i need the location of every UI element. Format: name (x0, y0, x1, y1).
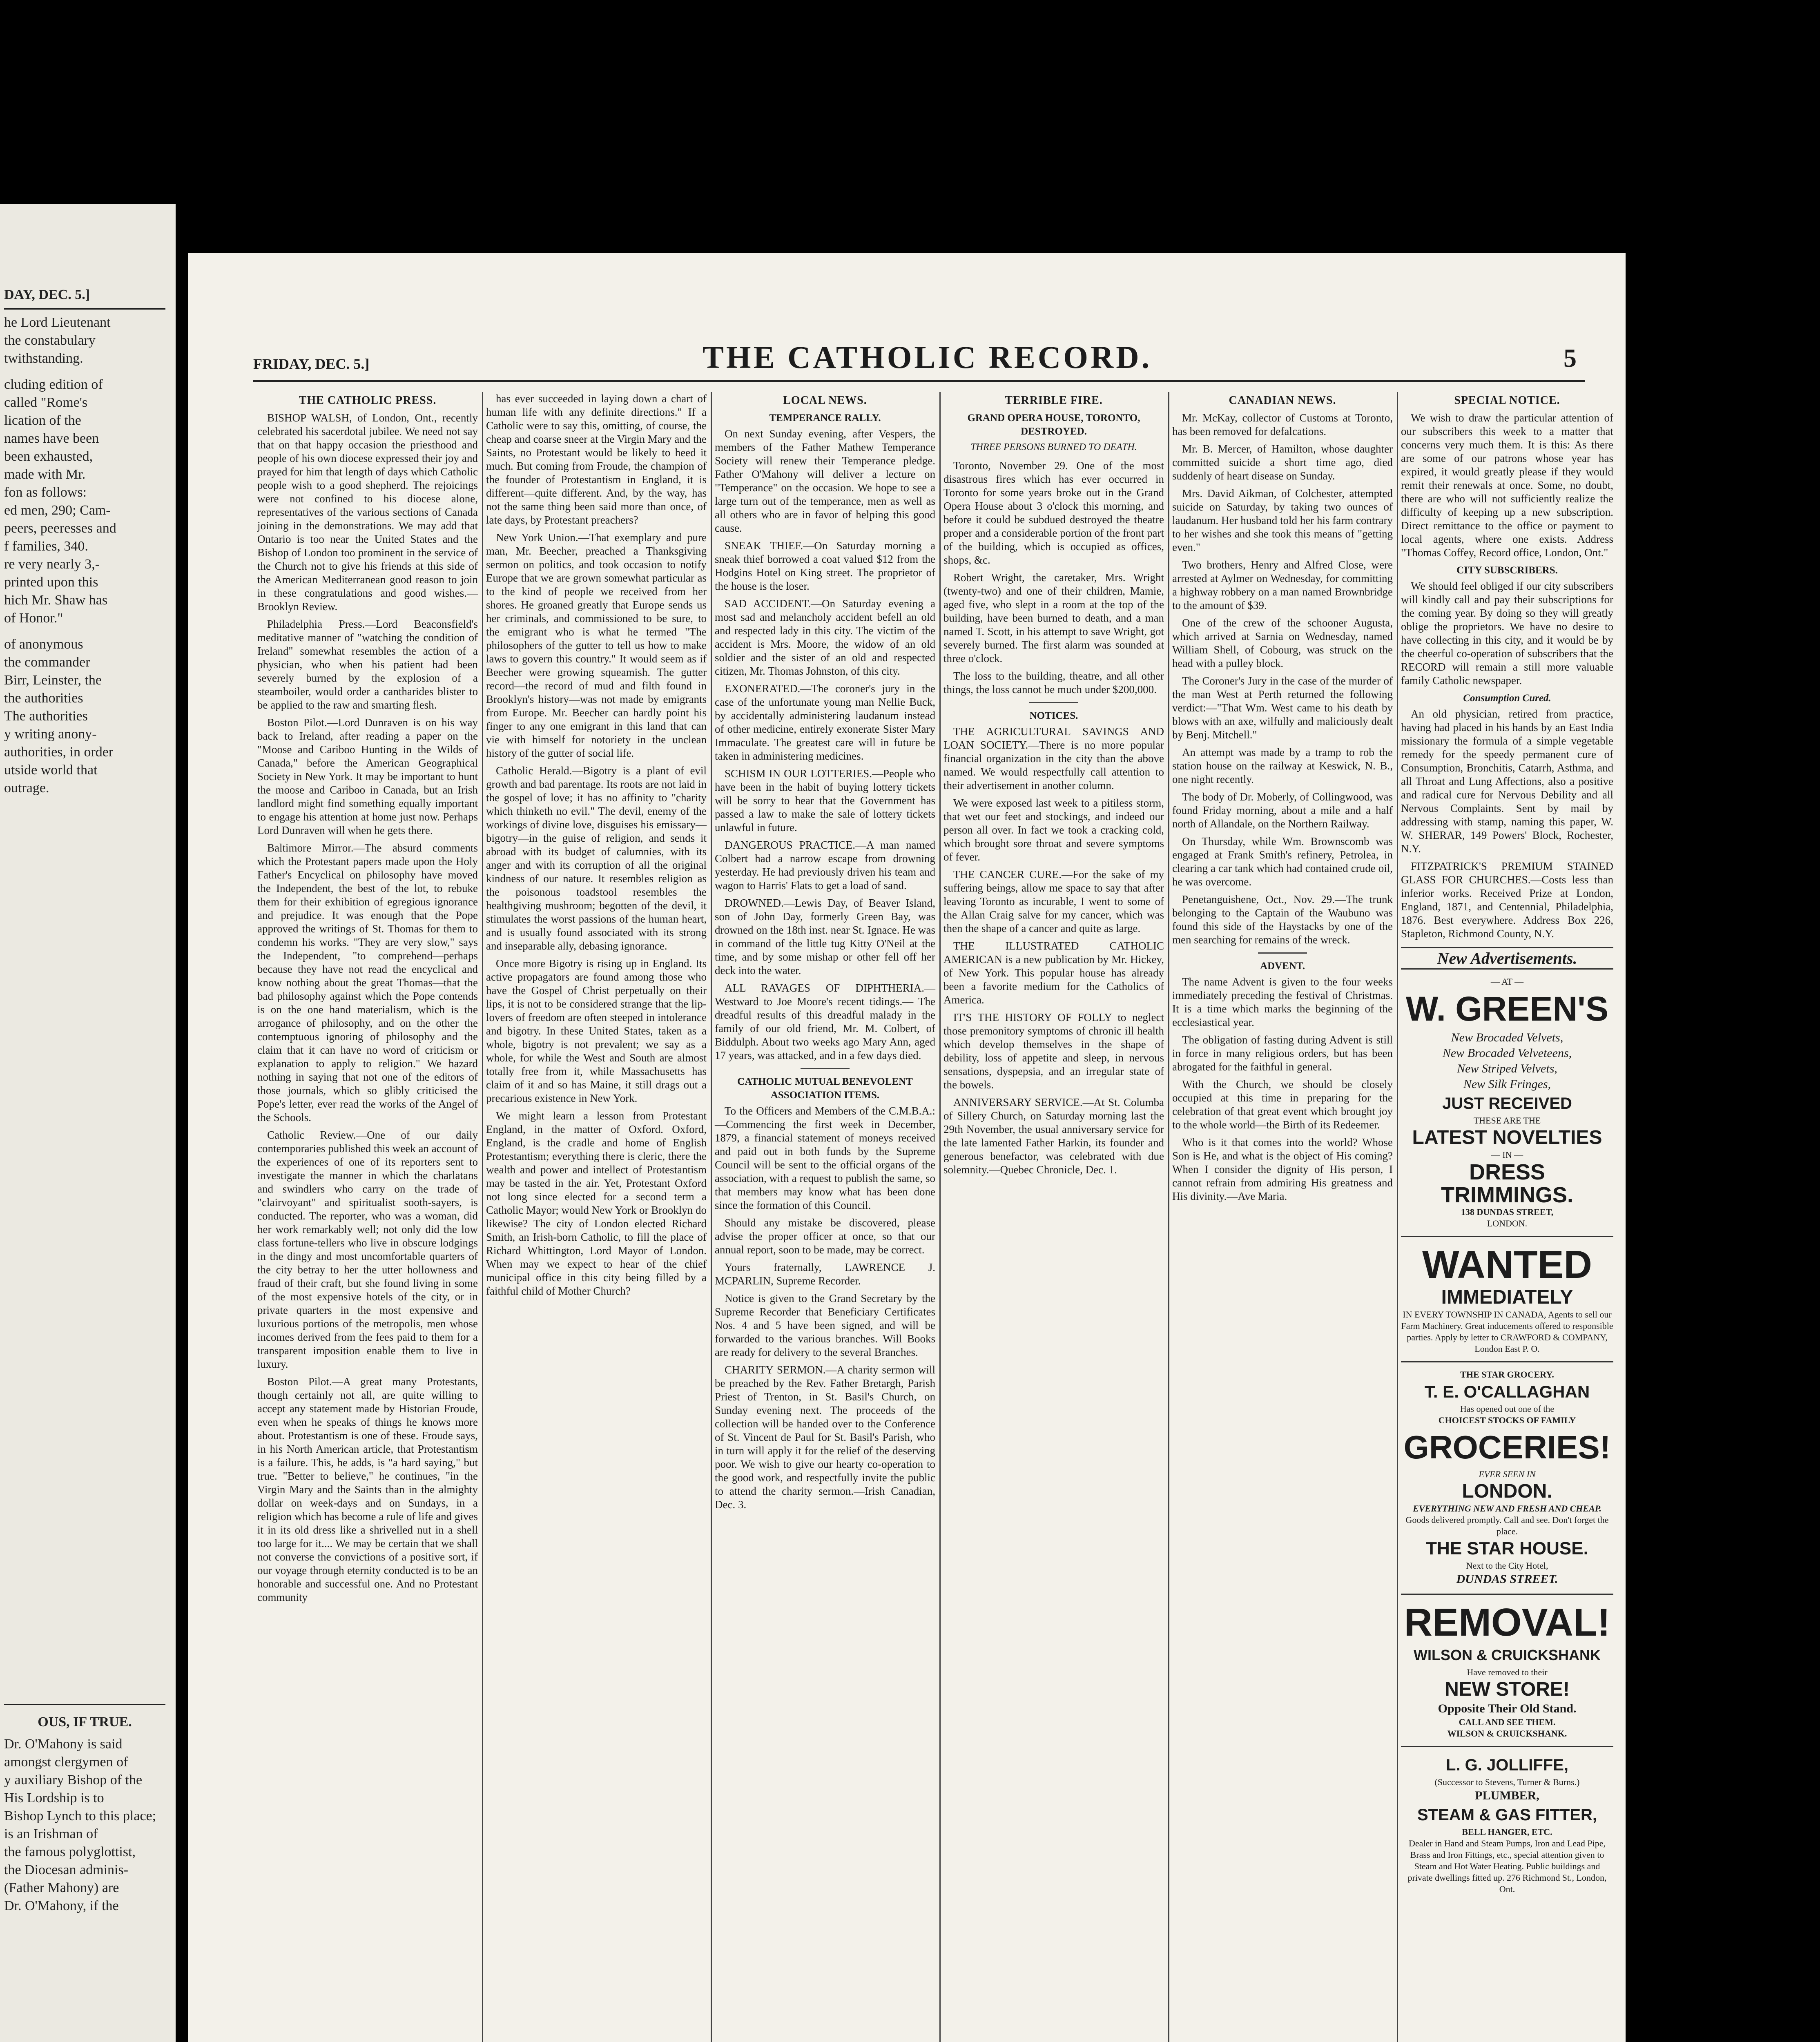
ad-line: — AT — (1490, 976, 1524, 987)
article-paragraph: We might learn a lesson from Protestant England, in the matter of Oxford. Oxford, England, is the cradle and home of English Protestantism; everything there is cleric, there the wealth and power and intellect of Protestantism may be tasted in the air. Yet, Protestant Oxford not long since elected for a second term a Catholic Mayor; would New York or Brooklyn do likewise? The city of London elected Richard Smith, an Irish-born Catholic, to fill the place of Richard Whittington, Lord Mayor of London. When may we expect to hear of the chief municipal office in this city being filled by a faithful child of Mother Church? (486, 1110, 707, 1297)
prev-line: His Lordship is to (4, 1790, 104, 1806)
ad-line: New Striped Velvets, (1457, 1062, 1557, 1075)
masthead-rule (253, 380, 1585, 382)
ad-rule (1401, 1361, 1613, 1362)
ad-headline: DRESS TRIMMINGS. (1441, 1160, 1573, 1207)
prev-line: of anonymous (4, 637, 83, 652)
article-paragraph: Penetanguishene, Oct., Nov. 29.—The trunk belonging to the Captain of the Waubuno was found this side of the Haystacks by one of the men searching for remains of the wreck. (1172, 893, 1393, 946)
article-paragraph: Mr. B. Mercer, of Hamilton, whose daughter committed suicide a short time ago, died suddenly of heart disease on Sunday. (1172, 443, 1393, 482)
column-rule (482, 392, 483, 2042)
article-paragraph: Toronto, November 29. One of the most disastrous fires which has ever occurred in Toronto for some years broke out in the Grand Opera House about 3 o'clock this morning, and before it could be subdued destroyed the theatre proper and a considerable portion of the front part of the building, which is occupied as offices, shops, &c. (943, 459, 1164, 566)
article-paragraph: IT'S THE HISTORY OF FOLLY to neglect those premonitory symptoms of chronic ill health which develop themselves in the shape of debility, loss of appetite and sleep, in nervous sensations, dyspepsia, and an irregular state of the bowels. (943, 1011, 1164, 1091)
ad-line: EVERYTHING NEW AND FRESH AND CHEAP. (1413, 1503, 1601, 1514)
prev-line: names have been (4, 431, 99, 446)
article-paragraph: Should any mistake be discovered, please advise the proper officer at once, so that our annual report, soon to be made, may be correct. (715, 1217, 935, 1256)
prev-line: fon as follows: (4, 485, 87, 500)
subsection-heading: TEMPERANCE RALLY. (769, 412, 881, 424)
article-paragraph: The loss to the building, theatre, and all other things, the loss cannot be much under $200,000. (943, 670, 1164, 696)
column-rule (1397, 392, 1398, 2042)
article-paragraph: Baltimore Mirror.—The absurd comments which the Protestant papers made upon the Holy Father's Encyclical on philosophy have moved the Independent, the best of the lot, to rebuke them for their exhibition of egregious ignorance and prejudice. It was enough that the Pope approved the writings of St. Thomas for them to condemn his works. "They are very slow," says the Independent, "to comprehend—perhaps because they have not read the encyclical and know nothing about the great Thomas—that the bad philosophy against which the Pope contends is on the one hand materialism, which is the arrogance of philosophy, and on the other the contemptuous ignoring of philosophy and the claim that it can have no word of criticism or explanation to apply to religion." We hazard nothing in saying that not one of the editors of those journals, which so glibly criticised the Pope's letter, ever read the works of the Angel of the Schools. (257, 842, 478, 1124)
ad-line: IMMEDIATELY (1441, 1286, 1573, 1308)
notice-paragraph: We wish to draw the particular attention of our subscribers this week to a matter that concerns very much them. It is this: As there are some of our patrons whose year has expired, it would greatly please if they would remit their renewals at once. Some, no doubt, there are who will not sufficiently realize the difficulty of keeping up a new subscription. Direct remittance to the office or payment to local agents, where one exists. Address "Thomas Coffey, Record office, London, Ont." (1401, 412, 1613, 559)
prev-line: the Diocesan adminis- (4, 1862, 129, 1877)
prev-line: utside world that (4, 762, 98, 778)
article-paragraph: Yours fraternally, LAWRENCE J. MCPARLIN, Supreme Recorder. (715, 1261, 935, 1287)
ad-line: Opposite Their Old Stand. (1438, 1702, 1577, 1715)
ad-line: L. G. JOLLIFFE, (1446, 1756, 1568, 1774)
subsection-heading: NOTICES. (1029, 710, 1078, 721)
prev-line: been exhausted, (4, 449, 93, 464)
article-paragraph: Two brothers, Henry and Alfred Close, were arrested at Aylmer on Wednesday, for committing a highway robbery on a man named Brownbridge to the amount of $39. (1172, 559, 1393, 611)
ad-headline: GROCERIES! (1403, 1429, 1611, 1465)
article-deck: THREE PERSONS BURNED TO DEATH. (970, 442, 1137, 453)
ad-line: LATEST NOVELTIES (1412, 1127, 1602, 1148)
prev-line: y auxiliary Bishop of the (4, 1772, 143, 1788)
ad-line: Has opened out one of the (1460, 1404, 1555, 1414)
ad-line: LONDON. (1462, 1480, 1552, 1502)
article-paragraph: DANGEROUS PRACTICE.—A man named Colbert had a narrow escape from drowning yesterday. He had previously driven his team and wagon to Harris' Flats to get a load of sand. (715, 839, 935, 892)
ad-line: CALL AND SEE THEM. (1459, 1717, 1556, 1727)
article-paragraph: SAD ACCIDENT.—On Saturday evening a most sad and melancholy accident befell an old and respected lady in this city. The victim of the accident is Mrs. Moore, the widow of an old soldier and the sister of an old and respected citizen, Mr. Thomas Johnston, of this city. (715, 597, 935, 677)
prev-line: Dr. O'Mahony is said (4, 1737, 123, 1752)
prev-line: outrage. (4, 780, 49, 796)
section-heading: CANADIAN NEWS. (1229, 394, 1336, 407)
ad-line: Goods delivered promptly. Call and see. Don't forget the place. (1405, 1515, 1609, 1536)
previous-page-text (4, 314, 165, 797)
article-paragraph: Catholic Herald.—Bigotry is a plant of evil growth and bad parentage. Its roots are not laid in the gospel of love; it has no affinity to "charity which thinketh no evil." The devil, enemy of the workings of divine love, disguises his emissary—bigotry—in the guise of religion, and sends it abroad with its budget of calumnies, with its anger and with its corruption of all the original kindness of our nature. It resembles religion as the poisonous toadstool resembles the healthgiving mushroom; begotten of the devil, it stimulates the worst passions of the human heart, and is usually found associated with its strong and inseparable ally, debasing ignorance. (486, 765, 707, 952)
article-paragraph: Robert Wright, the caretaker, Mrs. Wright (twenty-two) and one of their children, Mamie, aged five, who slept in a room at the top of the building, have been burned to death, and a man named T. Scott, in his attempt to save Wright, got severely burned. The first alarm was sounded at three o'clock. (943, 571, 1164, 664)
article-paragraph: DROWNED.—Lewis Day, of Beaver Island, son of John Day, formerly Green Bay, was drowned on the 18th inst. near St. Ignace. He was in command of the little tug Kitty O'Neil at the time, and by some mishap or other fell off her deck into the water. (715, 897, 935, 976)
ad-line: DUNDAS STREET. (1456, 1572, 1558, 1586)
article-paragraph: With the Church, we should be closely occupied at this time in preparing for the celebration of that great event which brought joy to the whole world—the Birth of its Redeemer. (1172, 1078, 1393, 1131)
column-catholic-press (257, 392, 478, 1608)
ad-line: 138 DUNDAS STREET, (1461, 1207, 1554, 1217)
article-paragraph: SNEAK THIEF.—On Saturday morning a sneak thief borrowed a coat valued $12 from the Hodgins Hotel on King street. The proprietor of the house is the loser. (715, 539, 935, 592)
prev-line: Birr, Leinster, the (4, 673, 102, 688)
column-canadian-news (1172, 392, 1393, 1207)
article-paragraph: has ever succeeded in laying down a chart of human life with any definite directions." If a Catholic were to say this, omitting, of course, the cheap and coarse sneer at the Virgin Mary and the Saints, no Protestant would be likely to heed it much. But coming from Froude, the champion of the founder of Protestantism in England, it is different—quite different. And, by the way, has not the same thing been said more than once, of late days, by Protestant preachers? (486, 392, 707, 526)
article-paragraph: Mr. McKay, collector of Customs at Toronto, has been removed for defalcations. (1172, 412, 1393, 437)
column-press-continued (486, 392, 707, 1302)
prev-line: (Father Mahony) are (4, 1880, 119, 1895)
column-rule (1168, 392, 1169, 2042)
article-paragraph: ALL RAVAGES OF DIPHTHERIA.—Westward to Joe Moore's recent tidings.— The dreadful results of this dreadful malady in the family of our old friend, Mr. M. Colbert, of Biddulph. About two weeks ago Mary Ann, aged 17 years, was attacked, and in a few days died. (715, 982, 935, 1061)
prev-line: made with Mr. (4, 467, 86, 482)
column-rule (939, 392, 941, 2042)
subsection-heading: CATHOLIC MUTUAL BENEVOLENT ASSOCIATION ITEMS. (737, 1076, 913, 1101)
prev-line: y writing anony- (4, 727, 97, 742)
prev-line: the commander (4, 655, 90, 670)
previous-page-section-title: OUS, IF TRUE. (38, 1714, 132, 1730)
article-paragraph: Mrs. David Aikman, of Colchester, attempted suicide on Saturday, by taking two ounces of laudanum. Her husband told her his farm contrary to her wishes and she took this means of "getting even." (1172, 487, 1393, 553)
subsection-heading: ADVENT. (1260, 961, 1305, 972)
ad-line: New Brocaded Velveteens, (1442, 1046, 1572, 1060)
prev-line: lication of the (4, 413, 81, 428)
article-paragraph: CHARITY SERMON.—A charity sermon will be preached by the Rev. Father Bretargh, Parish Priest of Trenton, in St. Basil's Church, on Sunday evening next. The proceeds of the collection will be handed over to the Conference of St. Vincent de Paul for St. Basil's Parish, who in turn will apply it for the relief of the deserving poor. We wish to give our hearty co-operation to the good work, and respectfully invite the public to attend the charity sermon.—Irish Canadian, Dec. 3. (715, 1364, 935, 1511)
section-heading: TERRIBLE FIRE. (1005, 394, 1103, 407)
prev-line: twithstanding. (4, 351, 83, 366)
article-paragraph: BISHOP WALSH, of London, Ont., recently celebrated his sacerdotal jubilee. We need not say that on that happy occasion the priesthood and people of his own diocese expressed their joy and prayed for him that length of days which Catholic people wish to a good shepherd. The rejoicings were not confined to his diocese alone, representatives of the various sections of Canada joining in the demonstrations. We may add that Ontario is too near the United States and the Bishop of London too prominent in the service of the Church not to give his friends at this side of the American Mediterranean good reason to join in these congratulations and good wishes.—Brooklyn Review. (257, 412, 478, 613)
prev-line: f families, 340. (4, 539, 88, 554)
ad-line: Next to the City Hotel, (1466, 1560, 1548, 1571)
notice-paragraph: We should feel obliged if our city subscribers will kindly call and pay their subscriptions for the coming year. By doing so they will greatly oblige the proprietors. We have no desire to have collecting in this city, and it would be by the cheerful co-operation of subscribers that the RECORD will remain a still more valuable family Catholic newspaper. (1401, 580, 1613, 687)
advertisement-w-green (1401, 976, 1613, 1229)
article-paragraph: An attempt was made by a tramp to rob the station house on the railway at Keswick, N. B., one night recently. (1172, 746, 1393, 785)
new-advertisements-banner: New Advertisements. (1401, 947, 1613, 970)
prev-line: The authorities (4, 709, 88, 724)
article-paragraph: Once more Bigotry is rising up in England. Its active propagators are found among those who have the Gospel of Christ perpetually on their lips, it is not to be considered strange that the lip-lovers of freedom are often steeped in intolerance and bigotry. In these United States, taken as a whole, bigotry is not prevalent; we say as a whole, for while the West and South are almost totally free from it, while Massachusetts has claim of it and so has Maine, it still drags out a precarious existence in New York. (486, 957, 707, 1104)
article-paragraph: THE AGRICULTURAL SAVINGS AND LOAN SOCIETY.—There is no more popular financial organization in the city than the above named. We would respectfully call attention to their advertisement in another column. (943, 725, 1164, 791)
advertisement-removal (1401, 1601, 1613, 1739)
ad-line: THE STAR GROCERY. (1460, 1369, 1554, 1380)
ad-line: WILSON & CRUICKSHANK (1414, 1647, 1601, 1663)
article-paragraph: The Coroner's Jury in the case of the murder of the man West at Perth returned the following verdict:—"That Wm. West came to his death by blows with an axe, wilfully and maliciously dealt by Benj. Mitchell." (1172, 675, 1393, 741)
article-paragraph: The name Advent is given to the four weeks immediately preceding the festival of Christmas. It is a time which marks the beginning of the ecclesiastical year. (1172, 976, 1393, 1028)
prev-line: Bishop Lynch to this place; (4, 1808, 156, 1824)
section-heading: SPECIAL NOTICE. (1454, 394, 1560, 407)
ad-line: — IN — (1491, 1150, 1523, 1160)
article-paragraph: On Thursday, while Wm. Brownscomb was engaged at Frank Smith's refinery, Petrolea, in clearing a car tank which had contained crude oil, he was overcome. (1172, 835, 1393, 888)
previous-page-dateline: DAY, DEC. 5.] (4, 286, 165, 310)
advertisement-jolliffe (1401, 1754, 1613, 1895)
subsection-heading: GRAND OPERA HOUSE, TORONTO, DESTROYED. (967, 412, 1140, 437)
ad-line: Have removed to their (1467, 1667, 1548, 1677)
article-paragraph: The body of Dr. Moberly, of Collingwood, was found Friday morning, about a mile and a half north of Allandale, on the Northern Railway. (1172, 791, 1393, 830)
article-paragraph: ANNIVERSARY SERVICE.—At St. Columba of Sillery Church, on Saturday morning last the 29th November, the usual anniversary service for the late lamented Father Harkin, its founder and generous benefactor, was celebrated with due solemnity.—Quebec Chronicle, Dec. 1. (943, 1096, 1164, 1176)
article-paragraph: SCHISM IN OUR LOTTERIES.—People who have been in the habit of buying lottery tickets will be sorry to hear that the Government has passed a law to make the sale of lottery tickets unlawful in future. (715, 767, 935, 834)
ad-line: JUST RECEIVED (1442, 1095, 1572, 1112)
previous-page-fragment (0, 204, 176, 2042)
prev-line: the constabulary (4, 333, 96, 348)
article-paragraph: On next Sunday evening, after Vespers, the members of the Father Mathew Temperance Society will renew their Temperance pledge. Father O'Mahony will deliver a lecture on "Temperance" on the occasion. We hope to see a large turn out of the temperance, men as well as all others who are in favor of helping this good cause. (715, 428, 935, 534)
notice-paragraph: An old physician, retired from practice, having had placed in his hands by an East India missionary the formula of a simple vegetable remedy for the speedy permanent cure of Consumption, Bronchitis, Catarrh, Asthma, and all Throat and Lung Affections, also a positive and radical cure for Nervous Debility and all Nervous Complaints. Sent by mail by addressing with stamp, naming this paper, W. W. SHERAR, 149 Powers' Block, Rochester, N.Y. (1401, 708, 1613, 855)
previous-page-rule (4, 1704, 165, 1705)
article-paragraph: One of the crew of the schooner Augusta, which arrived at Sarnia on Wednesday, named William Shell, of Cobourg, was struck on the head with a pulley block. (1172, 617, 1393, 669)
prev-line: peers, peeresses and (4, 521, 116, 536)
article-paragraph: Catholic Review.—One of our daily contemporaries published this week an account of the experiences of one of its reporters sent to investigate the manner in which the charlatans and swindlers who carry on the trade of "clairvoyant" and spiritualist sooth-sayers, is conducted. The reporter, who was a woman, did her work remarkably well; not only did the low class fortune-tellers who live in obscure lodgings in the dingy and most uncomfortable quarters of the city betray to her the utter hollowness and fraud of their craft, but she found living in some of the most expensive hotels of the city, or in private quarters in the most expensive and luxurious portions of the metropolis, men whose incomes derived from the fees paid to them for a transparent imposition enable them to live in luxury. (257, 1129, 478, 1370)
newspaper-title: THE CATHOLIC RECORD. (702, 339, 1152, 375)
masthead (253, 339, 1593, 376)
section-heading: LOCAL NEWS. (783, 394, 867, 407)
ad-rule (1401, 1236, 1613, 1237)
ad-line: PLUMBER, (1475, 1789, 1539, 1802)
ad-rule (1401, 1746, 1613, 1747)
article-paragraph: We were exposed last week to a pitiless storm, that wet our feet and stockings, and indeed our person all over. In fact we took a cracking cold, which brought sore throat and severe symptoms of fever. (943, 797, 1164, 863)
prev-line: he Lord Lieutenant (4, 315, 111, 330)
prev-line: printed upon this (4, 575, 98, 590)
ad-line: New Brocaded Velvets, (1451, 1031, 1564, 1044)
column-rule (711, 392, 712, 2042)
ad-line: THESE ARE THE (1473, 1115, 1541, 1126)
advertisement-star-grocery (1401, 1369, 1613, 1587)
dateline: FRIDAY, DEC. 5.] (253, 356, 370, 372)
ad-line: EVER SEEN IN (1479, 1469, 1536, 1479)
page-number: 5 (1564, 343, 1577, 372)
article-paragraph: THE ILLUSTRATED CATHOLIC AMERICAN is a new publication by Mr. Hickey, of New York. This popular house has already been a favorite medium for the Catholics of America. (943, 940, 1164, 1006)
prev-line: the authorities (4, 691, 83, 706)
prev-line: of Honor." (4, 611, 63, 626)
article-paragraph: The obligation of fasting during Advent is still in force in many religious orders, but has been abrogated for the faithful in general. (1172, 1034, 1393, 1073)
article-paragraph: Boston Pilot.—A great many Protestants, though certainly not all, are quite willing to accept any statement made by Historian Froude, even when he speaks of things he knows more about. Protestantism is one of these. Froude says, in his North American article, that Protestantism is a failure. This, he adds, is "a hard saying," but true. "Better to believe," he continues, "in the Virgin Mary and the Saints than in the almighty dollar on week-days and on Sundays, in a religion which has become a rule of life and gives it in its old dress like a shrivelled nut in a shell too large for it.... We may be certain that we shall not converse the convictions of a positive sort, if our voyage through eternity conducted is to be an honorable and successful one. And no Protestant community (257, 1375, 478, 1603)
prev-line: hich Mr. Shaw has (4, 593, 108, 608)
ad-headline: W. GREEN'S (1405, 990, 1609, 1028)
article-paragraph: Boston Pilot.—Lord Dunraven is on his way back to Ireland, after reading a paper on the "Moose and Cariboo Hunting in the Wilds of Canada," before the American Geographical Society in New York. It may be important to hunt the moose and Cariboo in Canada, but an Irish landlord might find something equally important to engage his attention at home just now. Perhaps Lord Dunraven will when he gets there. (257, 716, 478, 836)
ad-line: LONDON. (1487, 1218, 1528, 1228)
ad-line: NEW STORE! (1445, 1679, 1570, 1700)
prev-line: called "Rome's (4, 395, 88, 410)
ad-rule (1401, 1594, 1613, 1595)
ad-line: CHOICEST STOCKS OF FAMILY (1438, 1415, 1576, 1425)
ad-line: WILSON & CRUICKSHANK. (1447, 1728, 1567, 1739)
ad-line: STEAM & GAS FITTER, (1417, 1806, 1597, 1824)
prev-line: re very nearly 3,- (4, 557, 100, 572)
newspaper-page (188, 253, 1626, 2042)
subsection-heading: Consumption Cured. (1463, 693, 1551, 704)
ad-line: Dealer in Hand and Steam Pumps, Iron and Lead Pipe, Brass and Iron Fittings, etc., special attention given to Steam and Hot Water Heating. Public buildings and private dwellings fitted up. 276 Richmond St., London, Ont. (1407, 1838, 1607, 1894)
notice-paragraph: FITZPATRICK'S PREMIUM STAINED GLASS FOR CHURCHES.—Costs less than inferior works. Received Prize at London, England, 1871, and Centennial, Philadelphia, 1876. Best everywhere. Address Box 226, Stapleton, Richmond County, N.Y. (1401, 860, 1613, 940)
article-paragraph: Philadelphia Press.—Lord Beaconsfield's meditative manner of "watching the condition of Ireland" somewhat resembles the action of a physician, who when his patient had been severely burned by the explosion of a steamboiler, would order a cantharides blister to be applied to the raw and smarting flesh. (257, 618, 478, 711)
article-paragraph: Who is it that comes into the world? Whose Son is He, and what is the object of His coming? When I consider the dignity of His person, I cannot refrain from admiring His greatness and His divinity.—Ave Maria. (1172, 1136, 1393, 1202)
ad-line: New Silk Fringes, (1463, 1077, 1551, 1091)
separator (801, 1068, 850, 1069)
column-local-news (715, 392, 935, 1516)
ad-headline: WANTED (1422, 1243, 1592, 1286)
ad-line: THE STAR HOUSE. (1426, 1538, 1588, 1558)
article-paragraph: THE CANCER CURE.—For the sake of my suffering beings, allow me space to say that after leaving Toronto as incurable, I went to some of the Allan Craig salve for my cancer, which was then the shape of a cancer and quite as large. (943, 868, 1164, 934)
ad-headline: REMOVAL! (1404, 1601, 1610, 1644)
article-paragraph: To the Officers and Members of the C.M.B.A.:—Commencing the first week in December, 1879, a financial statement of moneys received and paid out in both funds by the Supreme Council will be sent to the official organs of the association, with a request to publish the same, so that members may know what has been done since the formation of this Council. (715, 1105, 935, 1211)
previous-page-column (4, 204, 165, 1915)
ad-line: (Successor to Stevens, Turner & Burns.) (1434, 1777, 1580, 1787)
article-paragraph: EXONERATED.—The coroner's jury in the case of the unfortunate young man Nellie Buck, by accidentally administering laudanum instead of other medicine, entirely exonerate Sister Mary Immaculate. The greatest care will in future be taken in administering medicines. (715, 682, 935, 762)
separator (1258, 952, 1307, 954)
column-advertisements (1401, 392, 1613, 1895)
ad-line: BELL HANGER, ETC. (1462, 1827, 1552, 1837)
advertisement-wanted (1401, 1244, 1613, 1355)
column-terrible-fire (943, 392, 1164, 1181)
prev-line: amongst clergymen of (4, 1754, 128, 1770)
subsection-heading: CITY SUBSCRIBERS. (1456, 565, 1558, 576)
prev-line: Dr. O'Mahony, if the (4, 1898, 119, 1913)
prev-line: authorities, in order (4, 745, 114, 760)
ad-line: IN EVERY TOWNSHIP IN CANADA, Agents to sell our Farm Machinery. Great inducements offered to responsible parties. Apply by letter to CRAWFORD & COMPANY, London East P. O. (1401, 1309, 1613, 1354)
prev-line: the famous polyglottist, (4, 1844, 136, 1859)
separator (1029, 702, 1078, 703)
article-paragraph: New York Union.—That exemplary and pure man, Mr. Beecher, preached a Thanksgiving sermon on politics, and took occasion to notify Europe that we are grown somewhat particular as to the kind of people we received from her shores. He groaned greatly that Europe sends us her criminals, and commissioned to be sure, to the emigrant who is what he termed "The philosophers of the gutter to tell us how to make laws to govern this country." It would seem as if Beecher were growing squeamish. The gutter record—the record of mud and filth found in Brooklyn's history—was not made by emigrants from Europe. Mr. Beecher can hardly point his finger to any one emigrant in this land that can vie with himself for notoriety in the unclean history of the gutter of social life. (486, 531, 707, 759)
prev-line: is an Irishman of (4, 1826, 98, 1841)
article-paragraph: Notice is given to the Grand Secretary by the Supreme Recorder that Beneficiary Certificates Nos. 4 and 5 have been signed, and will be forwarded to the various branches. Will Books are ready for delivery to the several Branches. (715, 1292, 935, 1358)
prev-line: ed men, 290; Cam- (4, 503, 111, 518)
section-heading: THE CATHOLIC PRESS. (299, 394, 437, 407)
ad-line: T. E. O'CALLAGHAN (1424, 1382, 1590, 1401)
prev-line: cluding edition of (4, 377, 103, 392)
